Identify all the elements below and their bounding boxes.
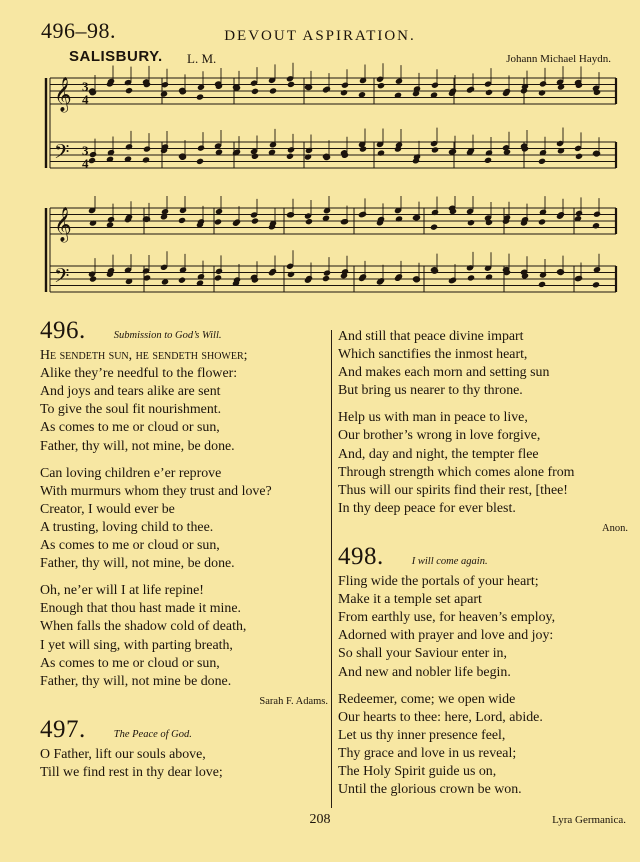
music-system-1 (44, 62, 622, 194)
verse-line: As comes to me or cloud or sun, (40, 420, 220, 436)
score-system-1 (44, 62, 622, 194)
verse-line: Adorned with prayer and love and joy: (338, 628, 554, 644)
hymn-title: Submission to God’s Will. (113, 330, 222, 341)
tune-name: SALISBURY. (69, 48, 163, 65)
bass-clef-icon: 𝄢 (54, 264, 70, 292)
verse-line: And new and nobler life begin. (338, 664, 511, 680)
treble-staff-2 (50, 208, 616, 234)
verse-line: The Holy Spirit guide us on, (338, 763, 497, 779)
stanza (40, 465, 328, 574)
verse-line: And, day and night, the tempter flee (338, 446, 539, 462)
composer: Johann Michael Haydn. (506, 53, 611, 65)
verse-line: Our brother’s wrong in love forgive, (338, 428, 541, 444)
notes-1 (88, 63, 616, 168)
column-divider (331, 330, 332, 808)
verse-line: A trusting, loving child to thee. (40, 519, 214, 535)
verse-line: Which sanctifies the inmost heart, (338, 347, 528, 363)
verse-line: In thy deep peace for ever blest. (338, 500, 516, 516)
stanza (338, 573, 628, 682)
verse-line: Redeemer, come; we open wide (338, 691, 516, 707)
verse-line: Oh, ne’er will I at life repine! (40, 583, 204, 599)
verse-line: Father, thy will, not mine, be done. (40, 556, 235, 572)
verse-line: Creator, I would ever be (40, 501, 175, 517)
treble-clef-icon: 𝄞 (54, 207, 72, 242)
verse-line: Make it a temple set apart (338, 592, 482, 608)
running-title: DEVOUT ASPIRATION. (224, 28, 416, 44)
left-column (40, 317, 328, 791)
verse-line: And still that peace divine impart (338, 329, 524, 344)
verse-line: And makes each morn and setting sun (338, 365, 550, 381)
treble-staff-1 (50, 78, 616, 104)
hymn-title: The Peace of God. (113, 728, 192, 740)
verse-line: So shall your Saviour enter in, (338, 646, 507, 662)
verse-line: I yet will sing, with parting breath, (40, 637, 233, 653)
verse-line: From earthly use, for heaven’s employ, (338, 610, 556, 626)
score-system-2 (44, 196, 622, 308)
verse-line: Help us with man in peace to live, (338, 410, 528, 426)
verse-line: Can loving children e’er reprove (40, 465, 222, 481)
hymn-496-heading (40, 317, 328, 345)
verse-line: Through strength which comes alone from (338, 464, 575, 480)
verse-line: Enough that thou hast made it mine. (40, 601, 241, 617)
svg-text:4: 4 (82, 156, 89, 171)
hymn-range: 496–98. (41, 18, 116, 43)
bass-staff-1 (50, 142, 616, 168)
verse-line: Thy grace and love in us reveal; (338, 745, 517, 761)
verse-line: He sendeth sun, he sendeth shower; (40, 348, 248, 364)
verse-line: As comes to me or cloud or sun, (40, 538, 220, 554)
verse-line: Thus will our spirits find their rest, [thee! (338, 482, 568, 498)
verse-line: Father, thy will, not mine be done. (40, 673, 232, 689)
hymn-number: 496. (40, 317, 86, 344)
hymn-number: 497. (40, 715, 86, 743)
stanza (338, 409, 628, 518)
source-attribution: Lyra Germanica. (552, 814, 626, 826)
verse-line: Till we find rest in thy dear love; (40, 764, 223, 780)
hymn-title: I will come again. (411, 555, 488, 567)
verse-line: Alike they’re needful to the flower: (40, 366, 238, 382)
svg-text:4: 4 (82, 92, 89, 107)
stanza (338, 691, 628, 800)
notes-2 (88, 196, 616, 292)
verse-line: When falls the shadow cold of death, (40, 619, 247, 635)
treble-clef-icon: 𝄞 (54, 77, 72, 112)
meter: L. M. (187, 51, 217, 66)
verse-line: Father, thy will, not mine, be done. (40, 438, 235, 454)
verse-line: But bring us nearer to thy throne. (338, 383, 523, 399)
verse-line: And joys and tears alike are sent (40, 384, 221, 400)
verse-line: As comes to me or cloud or sun, (40, 655, 220, 671)
verse-line: To give the soul fit nourishment. (40, 402, 222, 418)
verse-line: Let us thy inner presence feel, (338, 727, 506, 743)
stanza (40, 347, 328, 456)
bass-staff-2 (50, 266, 616, 292)
svg-text:3: 3 (82, 79, 89, 94)
verse-line: With murmurs whom they trust and love? (40, 483, 272, 499)
stanza (40, 746, 328, 782)
hymn-498-heading (338, 543, 628, 571)
music-system-2 (44, 196, 622, 308)
verse-line: O Father, lift our souls above, (40, 746, 206, 762)
verse-line: Our hearts to thee: here, Lord, abide. (338, 709, 543, 725)
bass-clef-icon: 𝄢 (54, 140, 70, 168)
clef-icons-2 (46, 207, 72, 292)
hymn-number: 498. (338, 542, 384, 570)
right-column (338, 328, 628, 808)
verse-line: Until the glorious crown be won. (338, 782, 522, 798)
stanza (338, 328, 628, 400)
verse-line: Fling wide the portals of your heart; (338, 574, 539, 590)
stanza (40, 582, 328, 691)
hymn-497-heading (40, 716, 328, 744)
page-number: 208 (309, 812, 331, 827)
author-attribution: Anon. (602, 522, 628, 534)
author-attribution: Sarah F. Adams. (259, 695, 328, 707)
svg-text:3: 3 (82, 143, 89, 158)
